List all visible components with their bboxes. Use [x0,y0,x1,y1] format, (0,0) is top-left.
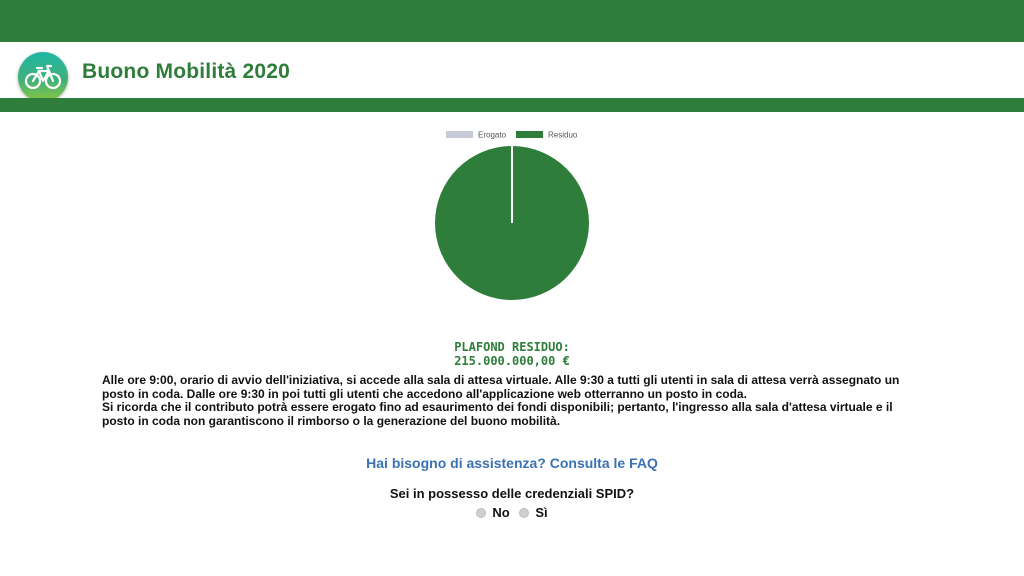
header-bottom-bar [0,98,1024,112]
plafond-value: 215.000.000,00 € [454,354,570,368]
notice-paragraph-1: Alle ore 9:00, orario di avvio dell'iniziativa, si accede alla sala di attesa virtuale. Alle 9:30 a tutti gli utenti in sala di attesa verrà assegnato un posto in coda. Dalle ore 9:30 in poi tutti gli utenti che accedono all'applicazione web otterranno un posto in coda. [102,373,900,401]
top-bar [0,0,1024,42]
pie-chart-svg [0,112,1024,332]
legend-label-residuo: Residuo [548,130,578,140]
app-title: Buono Mobilità 2020 [82,60,290,83]
faq-link[interactable]: Hai bisogno di assistenza? Consulta le FAQ [366,455,658,471]
legend-swatch-residuo[interactable] [516,131,543,138]
spid-option-si[interactable] [519,505,547,520]
spid-option-no[interactable] [476,505,509,520]
bicycle-icon [18,52,68,102]
spid-option-no-label: No [492,505,510,520]
notice-paragraph-2: Si ricorda che il contributo potrà essere erogato fino ad esaurimento dei fondi disponibili; pertanto, l'ingresso alla sala d'attesa virtuale e il posto in coda non garantiscono il rimborso o la generazione del buono mobilità. [102,400,893,428]
spid-options [0,505,1024,521]
legend-label-erogato: Erogato [478,130,507,140]
header [0,42,1024,98]
legend-swatch-erogato[interactable] [446,131,473,138]
radio-si[interactable] [519,508,529,518]
radio-no[interactable] [476,508,486,518]
spid-option-si-label: Sì [535,505,548,520]
plafond-label: PLAFOND RESIDUO: [454,340,570,354]
spid-question: Sei in possesso delle credenziali SPID? [389,486,635,501]
pie-chart [0,112,1024,332]
notice-text [102,374,924,428]
plafond-residuo [0,340,1024,368]
